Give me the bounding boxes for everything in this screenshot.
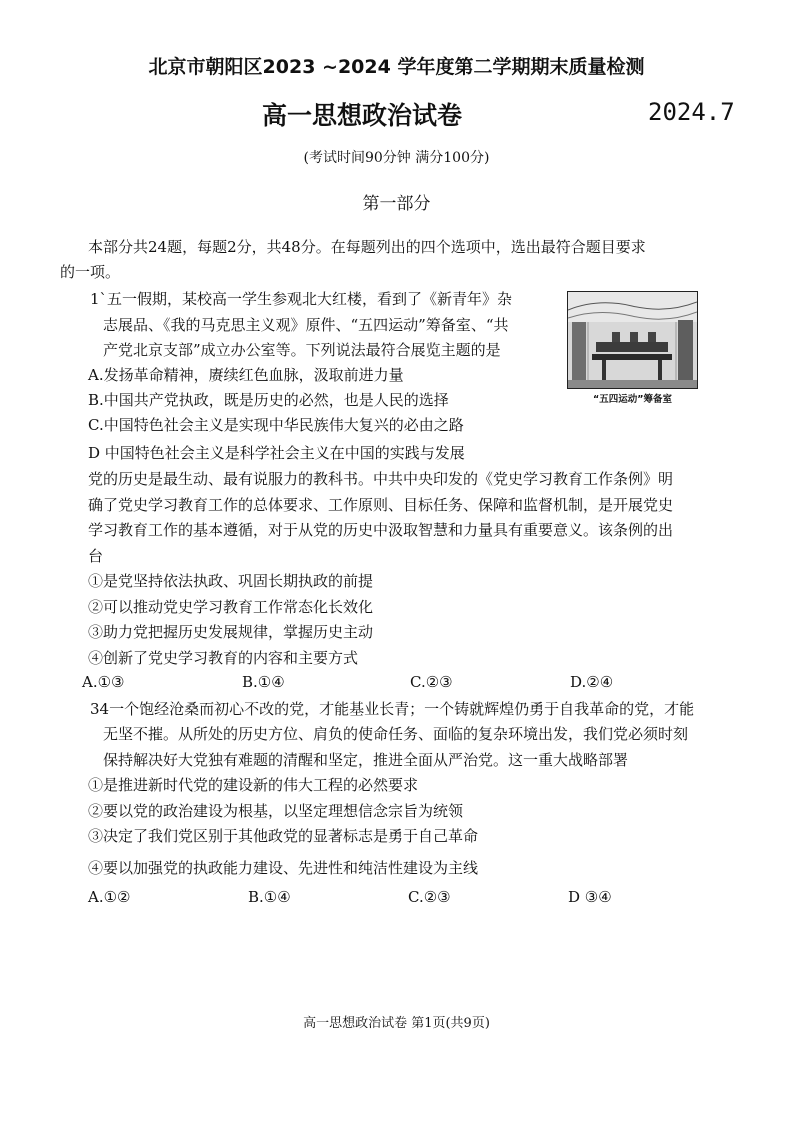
q3-stem-line-1: 34一个饱经沧桑而初心不改的党，才能基业长青；一个铸就辉煌仍勇于自我革命的党，才能 <box>90 700 695 718</box>
q2-stem-line-2: 确了党史学习教育工作的总体要求、工作原则、目标任务、保障和监督机制，是开展党史 <box>88 496 674 514</box>
meeting-room-photo-icon <box>568 292 697 388</box>
q1-stem-line-2: 志展品、《我的马克思主义观》原件、“五四运动”筹备室、“共 <box>103 316 509 334</box>
q3-option-c: C.②③ <box>408 888 451 906</box>
exam-subject-title: 高一思想政治试卷 <box>262 101 463 130</box>
q2-item-2: ②可以推动党史学习教育工作常态化长效化 <box>88 598 374 616</box>
q3-option-b: B.①④ <box>248 888 291 906</box>
q3-item-3: ③决定了我们党区别于其他政党的显著标志是勇于自己革命 <box>88 827 479 845</box>
q1-option-a: A.发扬革命精神，赓续红色血脉，汲取前进力量 <box>88 366 404 384</box>
q1-stem-line-3: 产党北京支部”成立办公室等。下列说法最符合展览主题的是 <box>103 341 501 359</box>
q1-option-d: D 中国特色社会主义是科学社会主义在中国的实践与发展 <box>88 444 465 462</box>
q3-item-2: ②要以党的政治建设为根基，以坚定理想信念宗旨为统领 <box>88 802 464 820</box>
q2-item-3: ③助力党把握历史发展规律，掌握历史主动 <box>88 623 374 641</box>
exam-header: 北京市朝阳区2023 ~2024 学年度第二学期期末质量检测 <box>148 56 645 78</box>
q3-item-1: ①是推进新时代党的建设新的伟大工程的必然要求 <box>88 776 419 794</box>
q3-option-d: D ③④ <box>568 888 612 906</box>
instructions-line-2: 的一项。 <box>60 263 121 281</box>
q2-option-a: A.①③ <box>82 673 125 691</box>
section-heading: 第一部分 <box>362 194 431 214</box>
q1-option-b: B.中国共产党执政，既是历史的必然，也是人民的选择 <box>88 391 449 409</box>
q2-option-b: B.①④ <box>242 673 285 691</box>
q1-photo <box>567 291 698 389</box>
q2-option-d: D.②④ <box>570 673 614 691</box>
q1-photo-caption: “五四运动”筹备室 <box>593 394 672 405</box>
q2-stem-line-4: 台 <box>88 547 104 565</box>
q2-item-4: ④创新了党史学习教育的内容和主要方式 <box>88 649 359 667</box>
q3-stem-line-3: 保持解决好大党独有难题的清醒和坚定，推进全面从严治党。这一重大战略部署 <box>103 751 629 769</box>
q2-stem-line-1: 党的历史是最生动、最有说服力的教科书。中共中央印发的《党史学习教育工作条例》明 <box>88 470 674 488</box>
q2-option-c: C.②③ <box>410 673 453 691</box>
q3-option-a: A.①② <box>88 888 131 906</box>
instructions-line-1: 本部分共24题，每题2分，共48分。在每题列出的四个选项中，选出最符合题目要求 <box>88 238 646 256</box>
exam-date: 2024.7 <box>648 98 735 126</box>
q3-item-4: ④要以加强党的执政能力建设、先进性和纯洁性建设为主线 <box>88 859 479 877</box>
page-footer: 高一思想政治试卷 第1页(共9页) <box>303 1016 490 1031</box>
q2-item-1: ①是党坚持依法执政、巩固长期执政的前提 <box>88 572 374 590</box>
exam-info: (考试时间90分钟 满分100分) <box>303 150 490 166</box>
q2-stem-line-3: 学习教育工作的基本遵循，对于从党的历史中汲取智慧和力量具有重要意义。该条例的出 <box>88 521 674 539</box>
q3-stem-line-2: 无坚不摧。从所处的历史方位、肩负的使命任务、面临的复杂环境出发，我们党必须时刻 <box>103 725 689 743</box>
q1-option-c: C.中国特色社会主义是实现中华民族伟大复兴的必由之路 <box>88 416 464 434</box>
q1-stem-line-1: 1`五一假期，某校高一学生参观北大红楼，看到了《新青年》杂 <box>90 290 513 308</box>
